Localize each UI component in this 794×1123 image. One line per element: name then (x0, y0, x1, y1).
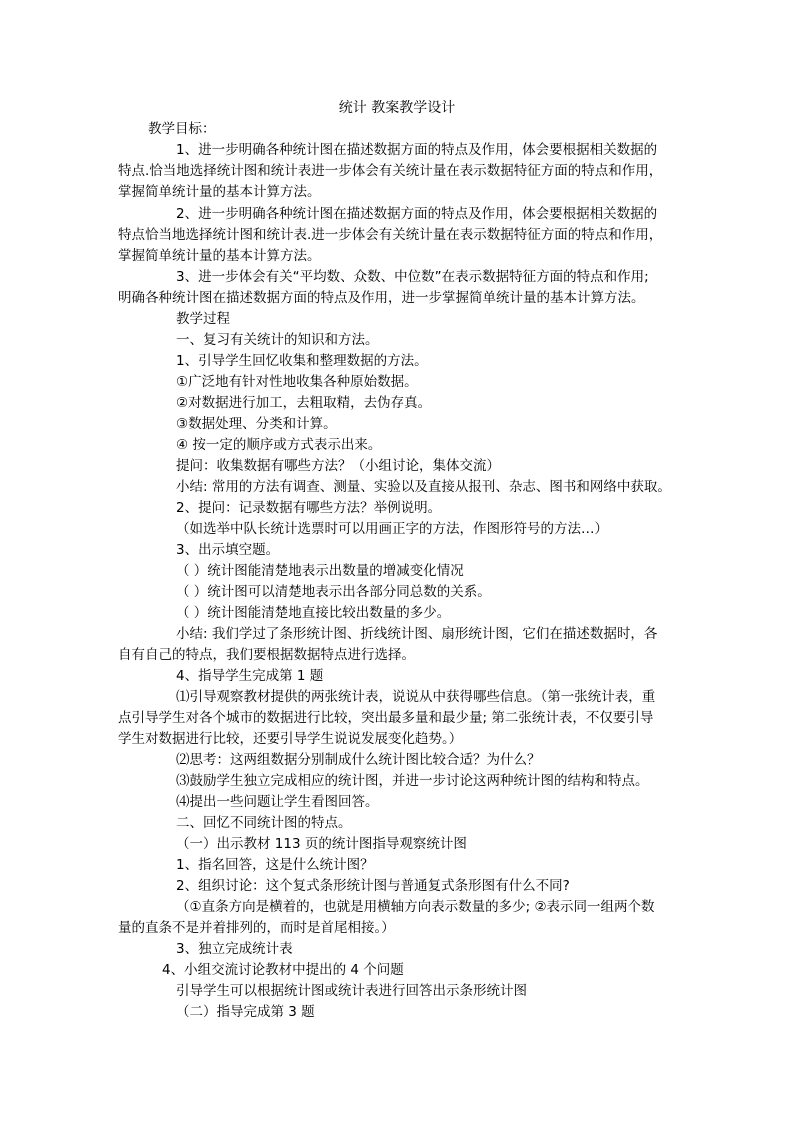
text-line: 提问：收集数据有哪些方法？（小组讨论，集体交流） (176, 458, 500, 474)
text-line: 3、出示填空题。 (176, 542, 280, 558)
text-line: 引导学生可以根据统计图或统计表进行回答出示条形统计图 (176, 983, 527, 999)
text-line: 2、进一步明确各种统计图在描述数据方面的特点及作用，体会要根据相关数据的 (176, 206, 658, 222)
text-line: （ ）统计图可以清楚地表示出各部分同总数的关系。 (176, 584, 491, 600)
text-line: ⑵思考：这两组数据分别制成什么统计图比较合适？为什么？ (176, 752, 541, 768)
text-line: 学生对数据进行比较，还要引导学生说说发展变化趋势。） (118, 731, 463, 747)
text-line: 特点.恰当地选择统计图和统计表进一步体会有关统计量在表示数据特征方面的特点和作用， (118, 163, 663, 179)
text-line: （一）出示教材 113 页的统计图指导观察统计图 (176, 836, 467, 852)
text-line: 3、进一步体会有关“平均数、众数、中位数”在表示数据特征方面的特点和作用; (176, 269, 649, 285)
text-line: 1、引导学生回忆收集和整理数据的方法。 (176, 353, 428, 369)
text-line: 教学过程 (176, 311, 230, 327)
text-line: 4、指导学生完成第 1 题 (176, 668, 324, 684)
text-line: 小结: 常用的方法有调查、测量、实验以及直接从报刊、杂志、图书和网络中获取。 (176, 479, 671, 495)
text-line: ⑷提出一些问题让学生看图回答。 (176, 794, 379, 810)
text-line: 一、复习有关统计的知识和方法。 (176, 332, 379, 348)
text-line: 4、小组交流讨论教材中提出的 4 个问题 (162, 962, 404, 978)
text-line: ⑴引导观察教材提供的两张统计表，说说从中获得哪些信息。（第一张统计表，重 (176, 689, 656, 705)
text-line: （二）指导完成第 3 题 (176, 1004, 315, 1020)
text-line: ②对数据进行加工，去粗取精，去伪存真。 (176, 395, 432, 411)
text-line: 点引导学生对各个城市的数据进行比较，突出最多量和最少量; 第二张统计表，不仅要引导 (118, 710, 654, 726)
text-line: （如选举中队长统计选票时可以用画正字的方法，作图形符号的方法…） (176, 521, 608, 537)
text-line: ⑶鼓励学生独立完成相应的统计图，并进一步讨论这两种统计图的结构和特点。 (176, 773, 649, 789)
text-line: 3、独立完成统计表 (176, 941, 293, 957)
text-line: 自有自己的特点，我们要根据数据特点进行选择。 (118, 647, 415, 663)
text-line: 二、回忆不同统计图的特点。 (176, 815, 352, 831)
text-line: 教学目标： (148, 121, 216, 137)
text-line: 掌握简单统计量的基本计算方法。 (118, 248, 321, 264)
text-line: 量的直条不是并着排列的，而时是首尾相接。） (118, 920, 395, 936)
text-line: 掌握简单统计量的基本计算方法。 (118, 184, 321, 200)
text-line: 小结: 我们学过了条形统计图、折线统计图、扇形统计图，它们在描述数据时，各 (176, 626, 658, 642)
text-line: ③数据处理、分类和计算。 (176, 416, 337, 432)
text-line: 1、进一步明确各种统计图在描述数据方面的特点及作用，体会要根据相关数据的 (176, 142, 658, 158)
text-line: 明确各种统计图在描述数据方面的特点及作用，进一步掌握简单统计量的基本计算方法。 (118, 290, 645, 306)
text-line: （ ）统计图能清楚地表示出数量的增减变化情况 (176, 563, 464, 579)
text-line: 1、指名回答，这是什么统计图？ (176, 857, 374, 873)
text-line: 2、组织讨论：这个复式条形统计图与普通复式条形图有什么不同? (176, 878, 570, 894)
text-line: （①直条方向是横着的，也就是用横轴方向表示数量的多少; ②表示同一组两个数 (176, 899, 655, 915)
text-line: ④ 按一定的顺序或方式表示出来。 (176, 437, 382, 453)
document-title: 统计 教案教学设计 (338, 100, 456, 116)
text-line: 2、提问：记录数据有哪些方法？举例说明。 (176, 500, 442, 516)
text-line: （ ）统计图能清楚地直接比较出数量的多少。 (176, 605, 451, 621)
text-line: 特点恰当地选择统计图和统计表.进一步体会有关统计量在表示数据特征方面的特点和作用， (118, 227, 663, 243)
text-line: ①广泛地有针对性地收集各种原始数据。 (176, 374, 418, 390)
